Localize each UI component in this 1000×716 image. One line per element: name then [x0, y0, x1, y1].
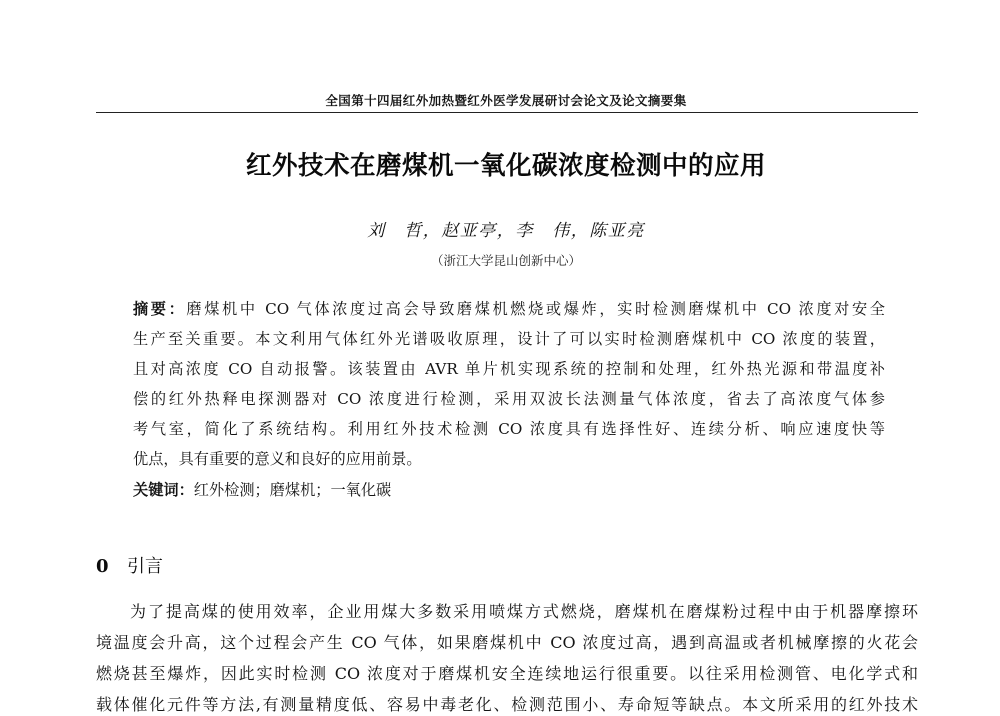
abstract-line: 生产至关重要。本文利用气体红外光谱吸收原理，设计了可以实时检测磨煤机中 CO 浓度的装置，	[133, 330, 885, 348]
affiliation: （浙江大学昆山创新中心）	[430, 253, 581, 268]
section-number: 0	[96, 556, 109, 577]
keywords-text: 红外检测；磨煤机；一氧化碳	[193, 481, 392, 499]
keywords-label: 关键词：	[133, 481, 194, 499]
abstract-line: 优点，具有重要的意义和良好的应用前景。	[133, 450, 422, 468]
body-paragraph	[96, 596, 918, 716]
abstract-text: 磨煤机中 CO 气体浓度过高会导致磨煤机燃烧或爆炸，实时检测磨煤机中 CO 浓度对安全	[186, 300, 885, 318]
body-line: 燃烧甚至爆炸，因此实时检测 CO 浓度对于磨煤机安全连续地运行很重要。以往采用检测管、电化学式和	[96, 664, 918, 683]
abstract-line	[133, 294, 885, 324]
section-title: 引言	[127, 556, 163, 577]
abstract-line: 且对高浓度 CO 自动报警。该装置由 AVR 单片机实现系统的控制和处理，红外热光源和带温度补	[133, 360, 885, 378]
abstract-line: 偿的红外热释电探测器对 CO 浓度进行检测，采用双波长法测量气体浓度，省去了高浓度气体参	[133, 390, 885, 408]
running-header: 全国第十四届红外加热暨红外医学发展研讨会论文及论文摘要集	[325, 93, 687, 108]
paper-title: 红外技术在磨煤机一氧化碳浓度检测中的应用	[245, 151, 766, 181]
abstract-label: 摘要：	[133, 300, 187, 318]
abstract	[133, 294, 885, 474]
abstract-line: 考气室，简化了系统结构。利用红外技术检测 CO 浓度具有选择性好、连续分析、响应速度快等	[133, 420, 885, 438]
section-heading	[96, 552, 163, 578]
body-line: 境温度会升高，这个过程会产生 CO 气体，如果磨煤机中 CO 浓度过高，遇到高温或者机械摩擦的火花会	[96, 633, 918, 652]
keywords	[133, 479, 391, 500]
body-line: 为了提高煤的使用效率，企业用煤大多数采用喷煤方式燃烧，磨煤机在磨煤粉过程中由于机器摩擦环	[130, 602, 918, 621]
author-list: 刘 哲，赵亚亭，李 伟，陈亚亮	[367, 221, 645, 241]
header-rule	[96, 112, 918, 113]
body-line: 载体催化元件等方法,有测量精度低、容易中毒老化、检测范围小、寿命短等缺点。本文所采用的红外技术	[96, 695, 918, 714]
